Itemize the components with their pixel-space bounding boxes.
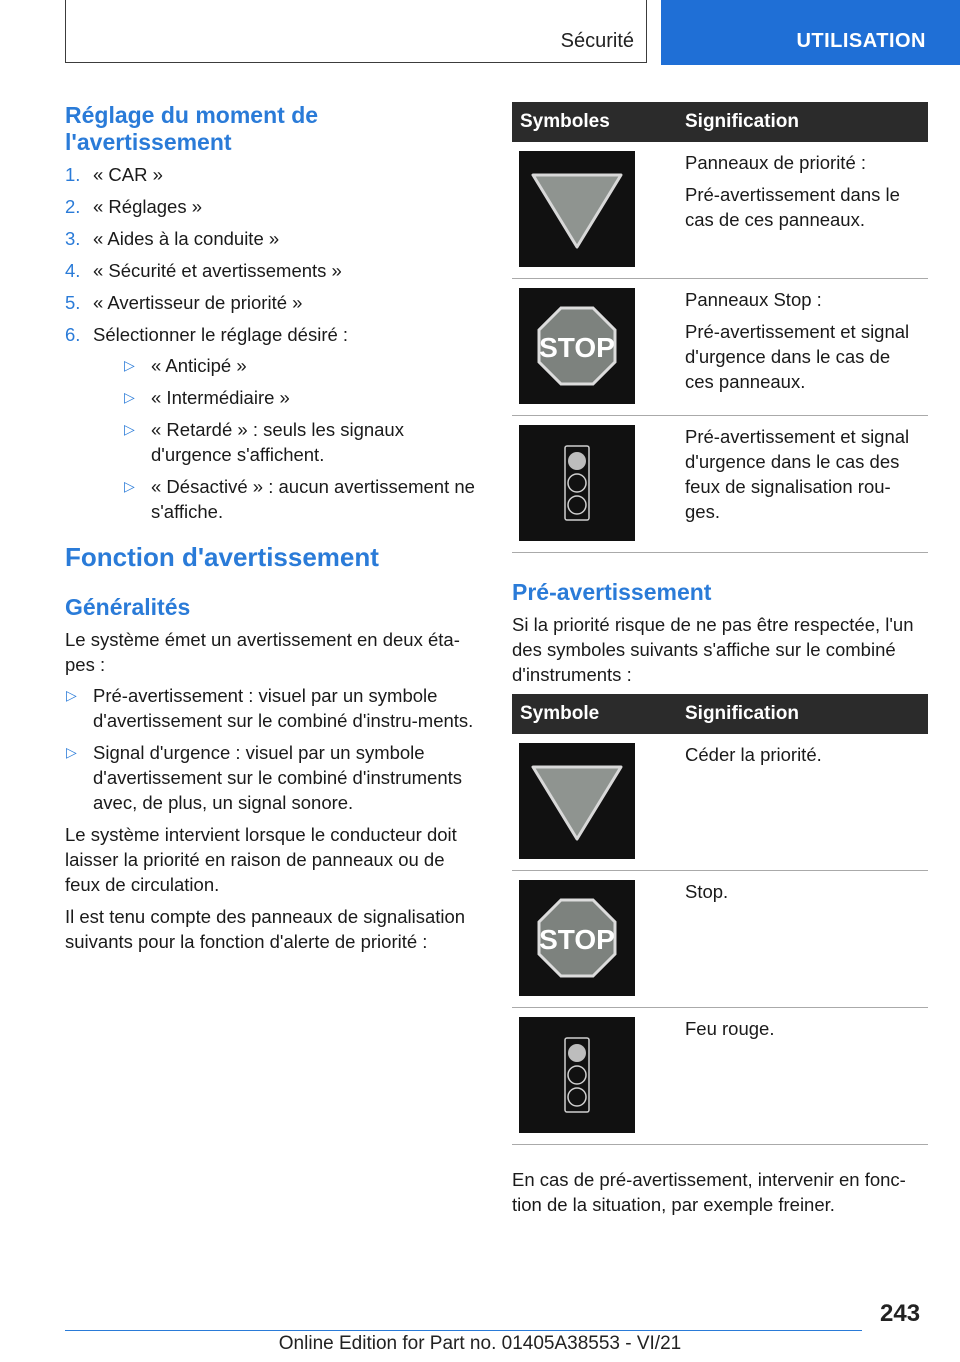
table-row: Feu rouge. — [512, 1008, 928, 1145]
triangle-bullet-icon: ▷ — [124, 389, 135, 405]
symbols-table — [512, 694, 928, 1145]
list-item: ▷ Signal d'urgence : visuel par un symbole d'avertissement sur le combiné d'instruments avec, de plus, un signal sonore. — [66, 742, 462, 813]
svg-text:STOP: STOP — [539, 924, 615, 955]
stop-sign-icon — [519, 288, 635, 404]
paragraph-pre: Si la priorité risque de ne pas être respectée, l'un des symboles suivants s'affiche sur le combiné d'instruments : — [512, 614, 914, 685]
list-item: ▷ « Intermédiaire » — [124, 387, 290, 408]
list-item: ▷ « Désactivé » : aucun avertissement ne s'affiche. — [124, 476, 475, 522]
footer-divider — [65, 1330, 862, 1331]
left-column — [65, 102, 480, 954]
yield-sign-icon — [519, 743, 635, 859]
table-header-row — [512, 694, 928, 734]
options-list — [93, 353, 480, 524]
yield-sign-icon — [519, 151, 635, 267]
stop-sign-icon — [519, 880, 635, 996]
page-number: 243 — [880, 1300, 921, 1327]
table-header-symboles: Symboles — [512, 102, 677, 142]
paragraph-intro: Le système émet un avertissement en deux éta-pes : — [65, 629, 460, 675]
list-item: ▷ « Anticipé » — [124, 355, 247, 376]
warning-types-list — [65, 683, 480, 815]
triangle-bullet-icon: ▷ — [124, 478, 135, 494]
table-header-row — [512, 102, 928, 142]
heading-pre-avertissement: Pré-avertissement — [512, 579, 712, 605]
header-section-box — [65, 0, 647, 63]
table-header-signification: Signification — [677, 694, 928, 734]
table-row: Pré-avertissement et signal d'urgence dans le cas des feux de signalisation rou-ges. — [512, 416, 928, 553]
triangle-bullet-icon: ▷ — [124, 421, 135, 437]
header-chapter-tab[interactable] — [661, 0, 960, 65]
triangle-bullet-icon: ▷ — [66, 744, 77, 760]
table-header-symbole: Symbole — [512, 694, 677, 734]
list-item: 1. « CAR » — [65, 164, 163, 185]
heading-fonction: Fonction d'avertissement — [65, 542, 379, 572]
paragraph-conclusion: En cas de pré-avertissement, intervenir en fonc-tion de la situation, par exemple freiner. — [512, 1169, 906, 1215]
triangle-bullet-icon: ▷ — [124, 357, 135, 373]
traffic-light-icon — [519, 425, 635, 541]
table-row: Céder la priorité. — [512, 734, 928, 871]
list-item: ▷ Pré-avertissement : visuel par un symbole d'avertissement sur le combiné d'instru-ments. — [66, 685, 474, 731]
list-item: 4. « Sécurité et avertissements » — [65, 260, 342, 281]
footer-edition: Online Edition for Part no. 01405A38553 - VI/21 — [278, 1333, 682, 1354]
header-section-title: Sécurité — [560, 30, 634, 52]
right-column — [512, 102, 928, 1217]
list-item: 6. Sélectionner le réglage désiré : ▷ « Anticipé » ▷ « Intermédiaire » ▷ « Retardé » : seuls les signaux d'urgence s'affichent. ▷ « Désactivé » : aucun avertissement ne s'affiche. — [65, 322, 480, 524]
paragraph-intervient: Le système intervient lorsque le conducteur doit laisser la priorité en raison de panneaux ou de feux de circulation. — [65, 824, 457, 895]
heading-reglage: Réglage du moment de l'avertissement — [65, 102, 319, 155]
list-item: 3. « Aides à la conduite » — [65, 228, 280, 249]
paragraph-tenu-compte: Il est tenu compte des panneaux de signalisation suivants pour la fonction d'alerte de priorité : — [65, 906, 466, 952]
table-row: STOP Panneaux Stop : Pré-avertissement et signal d'urgence dans le cas de ces panneaux. — [512, 279, 928, 416]
steps-list — [65, 162, 480, 524]
svg-text:STOP: STOP — [539, 332, 615, 363]
table-row: STOP Stop. — [512, 871, 928, 1008]
list-item: 2. « Réglages » — [65, 196, 203, 217]
header-chapter-label: UTILISATION — [796, 30, 926, 52]
traffic-light-icon — [519, 1017, 635, 1133]
heading-generalites: Généralités — [65, 594, 191, 620]
list-item: ▷ « Retardé » : seuls les signaux d'urgence s'affichent. — [124, 419, 404, 465]
signs-table — [512, 102, 928, 553]
table-row: Panneaux de priorité : Pré-avertissement dans le cas de ces panneaux. — [512, 142, 928, 279]
list-item: 5. « Avertisseur de priorité » — [65, 292, 303, 313]
table-header-signification: Signification — [677, 102, 928, 142]
triangle-bullet-icon: ▷ — [66, 687, 77, 703]
